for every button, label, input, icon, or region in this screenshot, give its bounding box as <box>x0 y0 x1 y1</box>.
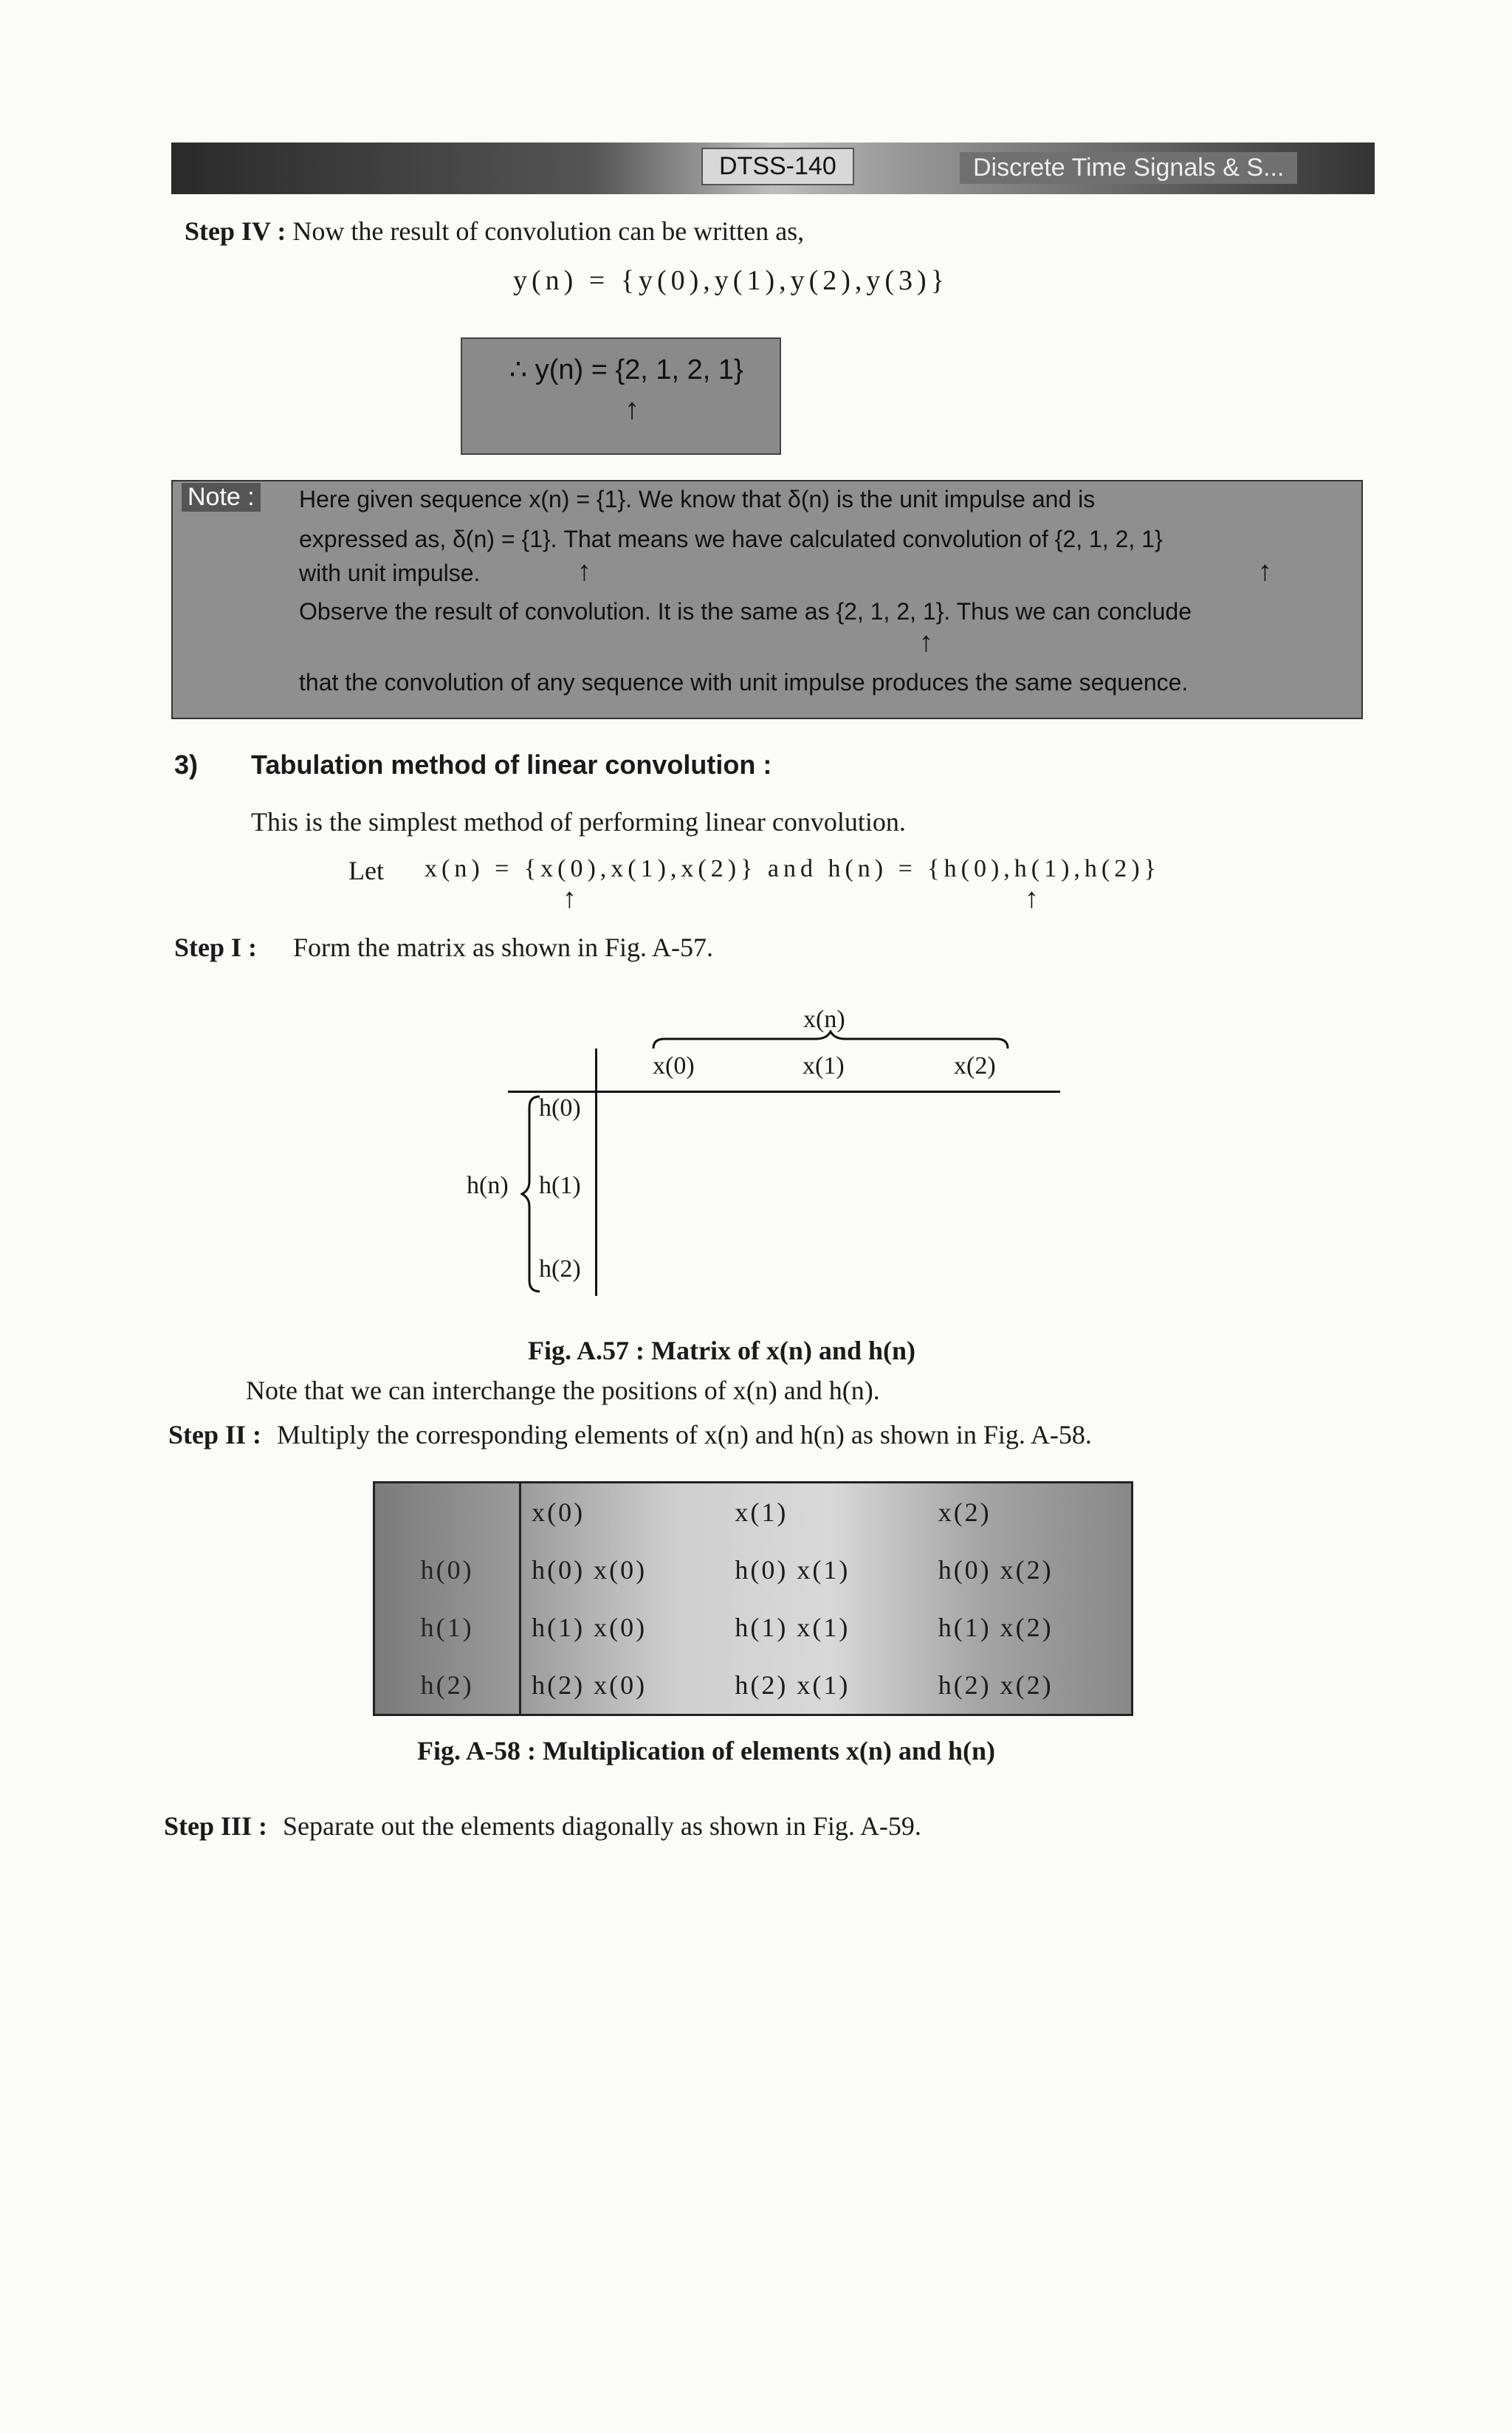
table-row <box>374 1541 1133 1599</box>
step2-label: Step II : <box>168 1420 262 1449</box>
step4-equation: y(n) = {y(0),y(1),y(2),y(3)} <box>513 265 949 296</box>
step1-line <box>174 932 713 963</box>
table-row-head: h(2) <box>374 1656 520 1715</box>
table-cell: h(2) x(1) <box>735 1670 850 1700</box>
note-line-2: expressed as, δ(n) = {1}. That means we have calculated convolution of {2, 1, 2, 1} <box>299 526 1163 552</box>
note-label: Note : <box>182 483 261 512</box>
step4-line <box>185 216 804 247</box>
result-text: ∴ y(n) = {2, 1, 2, 1} <box>509 354 743 385</box>
fig57-caption: Fig. A.57 : Matrix of x(n) and h(n) <box>528 1336 915 1365</box>
matrix-vline <box>595 1049 597 1296</box>
note-arrow-1: ↑ <box>577 556 591 587</box>
table-cell: h(1) x(0) <box>532 1613 647 1642</box>
matrix-side-label: h(n) <box>467 1172 509 1199</box>
let-arrow-x: ↑ <box>563 883 577 914</box>
let-arrow-h: ↑ <box>1025 883 1039 914</box>
table-cell: h(0) x(2) <box>938 1555 1054 1585</box>
matrix-top-label: x(n) <box>803 1006 845 1033</box>
table-cell: h(1) x(1) <box>735 1613 850 1642</box>
matrix-row-0: h(0) <box>539 1094 581 1122</box>
interchange-note: Note that we can interchange the positions of x(n) and h(n). <box>246 1376 880 1405</box>
note-line-3: with unit impulse. <box>299 560 481 586</box>
step3-label: Step III : <box>164 1811 268 1841</box>
page-code: DTSS-140 <box>701 148 854 185</box>
multiplication-table <box>373 1481 1133 1716</box>
step2-text: Multiply the corresponding elements of x(n) and h(n) as shown in Fig. A-58. <box>277 1420 1092 1449</box>
table-header-row <box>374 1483 1133 1542</box>
table-cell: h(0) x(0) <box>532 1555 647 1585</box>
section-title: Tabulation method of linear convolution : <box>251 749 772 780</box>
table-cell: h(1) x(2) <box>938 1613 1054 1642</box>
matrix-hline <box>508 1091 1060 1093</box>
matrix-row-2: h(2) <box>539 1255 581 1283</box>
table-cell: h(2) x(0) <box>532 1670 647 1700</box>
matrix-col-0: x(0) <box>653 1052 695 1080</box>
let-expression: x(n) = {x(0),x(1),x(2)} and h(n) = {h(0),h(1),h(2)} <box>425 855 1161 882</box>
table-row-head: h(1) <box>374 1599 520 1656</box>
note-line-4: Observe the result of convolution. It is the same as {2, 1, 2, 1}. Thus we can conclude <box>299 598 1192 625</box>
section-number: 3) <box>174 749 199 780</box>
note-line-1: Here given sequence x(n) = {1}. We know that δ(n) is the unit impulse and is <box>299 486 1096 512</box>
table-row-head: h(0) <box>374 1541 520 1599</box>
note-arrow-2: ↑ <box>1258 556 1272 587</box>
chapter-title: Discrete Time Signals & S... <box>960 152 1297 184</box>
result-arrow: ↑ <box>625 392 639 425</box>
matrix-col-2: x(2) <box>954 1052 996 1080</box>
table-col-head: x(2) <box>938 1497 992 1527</box>
step3-text: Separate out the elements diagonally as shown in Fig. A-59. <box>283 1811 921 1841</box>
matrix-row-1: h(1) <box>539 1172 581 1199</box>
section-intro: This is the simplest method of performing linear convolution. <box>251 807 906 837</box>
table-row <box>374 1599 1133 1656</box>
let-word: Let <box>348 856 384 885</box>
table-row <box>374 1656 1133 1715</box>
step1-text: Form the matrix as shown in Fig. A-57. <box>293 933 714 962</box>
table-cell: h(2) x(2) <box>938 1670 1054 1700</box>
table-corner <box>374 1483 520 1542</box>
fig58-caption: Fig. A-58 : Multiplication of elements x(n) and h(n) <box>417 1736 995 1765</box>
step3-line <box>164 1811 921 1842</box>
table-col-head: x(1) <box>735 1497 788 1527</box>
step4-text: Now the result of convolution can be written as, <box>292 216 805 246</box>
step4-label: Step IV : <box>185 216 286 246</box>
step1-label: Step I : <box>174 933 258 962</box>
matrix-col-1: x(1) <box>803 1052 845 1080</box>
step2-line <box>168 1419 1092 1450</box>
matrix-top-brace <box>650 1030 1011 1052</box>
note-line-5: that the convolution of any sequence with unit impulse produces the same sequence. <box>299 669 1189 696</box>
table-cell: h(0) x(1) <box>735 1555 850 1585</box>
table-col-head: x(0) <box>532 1497 585 1527</box>
note-arrow-3: ↑ <box>919 627 933 658</box>
